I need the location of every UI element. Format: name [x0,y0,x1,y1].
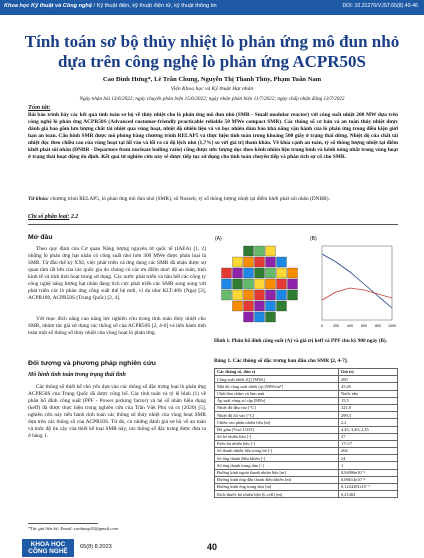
table-cell-value: Nước nhẹ [339,390,398,397]
table-cell-param: Áp suất vòng sơ cấp [MPa] [215,397,339,404]
fuel-assembly-cell [266,290,276,300]
corresponding-author-footnote: *Tác giả liên hệ: Email: caohung10@gmail.com [28,526,118,531]
fuel-assembly-cell [266,257,276,267]
column-header-param: Các thông số, đơn vị [215,369,339,376]
fuel-assembly-cell [266,268,276,278]
table-cell-param: Số ống thanh điều khiển [-] [215,455,339,462]
logo-line-2: CÔNG NGHỆ [28,548,68,555]
table-cell-param: Chiều cao phần nhiên liệu [m] [215,419,339,426]
fuel-assembly-cell [233,279,243,289]
figure-1 [214,232,398,336]
table-cell-value: 0,06614e10⁻² [339,476,398,483]
figure-caption: Hình 1. Phân bố đỉnh công suất (A) và giá trị keff và PPF chu kỳ 900 ngày (B). [214,338,388,344]
table-cell-param: Kiểu bó nhiên liệu [-] [215,440,339,447]
table-cell-value: 0,1224281e10⁻² [339,484,398,491]
keywords [28,196,398,203]
submission-dates: Ngày nhận bài 13/6/2022; ngày chuyển phản biện 15/6/2022; ngày nhận phản biện 11/7/2022; ngày chấp nhận đăng 13/7/2022 [79,96,345,102]
x-tick-label: 1000 [388,324,396,328]
table-row [215,448,398,455]
table-cell-param: Công suất nhiệt (Q) [MWt] [215,376,339,383]
fuel-assembly-cell [233,268,243,278]
fuel-assembly-cell [244,279,254,289]
intro-paragraph-1: Theo quy định của Cơ quan Năng lượng nguyên tử quốc tế (IAEA) [1, 2] những lò phản ứng hạt nhân có công suất nhỏ hơn 300 MWe được phân loại là SMR. Từ đầu thế kỷ XXI, việc phát triển và ứng dụng các SMR đã nhận được sự quan tâm rất lớn của các quốc gia do chúng có các ưu điểm như: độ an toàn, tính kinh tế và tính linh hoạt trong sử dụng. Các nước phát triển và hầu hết các công ty công nghệ năng lượng hạt nhân đang tích cực phát triển các SMR song song với phát triển các lò phản ứng công suất thế hệ mới, ví dụ như KLT-40S (Nga) [3], ACPR100, ACPR50S (Trung Quốc) [2, 4]. [28,246,206,301]
table-cell-value: 17×17 [339,440,398,447]
table-cell-value: 321,8 [339,404,398,411]
table-row [215,404,398,411]
abstract-text: Bài báo trình bày các kết quả tính toán sơ bộ về thủy nhiệt cho lò phản ứng mô đun nhỏ (SMR - Small modular reactor) với công suất nhiệt 200 MW dựa trên công nghệ lò phản ứng ACPR50S (Advanced customer-friendly practicable reliable 50 MWe compact SMR). Các thông số cơ bản và an toàn thủy nhiệt được đánh giá bao gồm lưu lượng chất tải nhiệt qua vùng hoạt, nhiệt độ nhiên liệu và vỏ bọc nhiên đảm bảo khả năng vận hành của lò phản ứng trong điều kiện giới hạn an toàn. Cấu hình SMR được mô phỏng bằng chương trình RELAP5 và thực hiện tính toán trong khoảng 500 giây ở trạng thái dừng. Nhiệt độ của chất tải nhiệt đọc theo chiều cao của vùng hoạt tại lối vào và lối ra có độ lệch nhỏ (1,7%) so với giá trị tham khảo. Về khía cạnh an toàn, tỷ số thông lượng nhiệt tại điểm khởi phát sôi nhân (DNBR - Departure from nucleate boiling ratio) cũng được ước lượng dọc theo kênh nhiên liệu trung bình và kênh nóng nhất trong vùng hoạt ở trạng thái hoạt động ổn định. Kết quả từ nghiên cứu này sẽ được tiếp tục sử dụng cho tính toán chuyển tiếp và phân tích sự cố cho SMR. [28,112,398,160]
methods-subheading: Mô hình tính toán trong trạng thái tĩnh [28,372,126,378]
table-row [215,376,398,383]
fuel-assembly-cell [266,279,276,289]
table-row [215,491,398,498]
table-row [215,419,398,426]
fuel-assembly-cell [277,268,287,278]
x-tick-label: 200 [333,324,339,328]
table-row [215,390,398,397]
fuel-assembly-cell [233,301,243,311]
methods-heading: Đối tượng và phương pháp nghiên cứu [28,360,156,367]
table-cell-value: 37 [339,433,398,440]
table-cell-value: 299,3 [339,412,398,419]
table-cell-param: Đường kính ngoài thanh nhiên liệu [m] [215,469,339,476]
table-row [215,469,398,476]
table-cell-param: Số thanh nhiên liệu trong bó [-] [215,448,339,455]
table-row [215,426,398,433]
fuel-assembly-cell [244,246,254,256]
table-row [215,397,398,404]
keff-plot-frame [322,246,392,320]
table-caption: Bảng 1. Các thông số đặc trưng ban đầu cho SMR [2, 4-7]. [214,358,348,364]
table-cell-value: 15,5 [339,397,398,404]
intro-paragraph-2: Với mục đích nâng cao năng lực nghiên cứu trong tính toán thủy nhiệt cho SMR, nhóm tác giả sử dụng các thông số của ACPR50S [2, 4-6] và tiến hành tính toán một số thông số thủy nhiệt của vùng hoạt lò phản ứng. [28,316,206,336]
classification [28,214,78,220]
figure-label-b: (B) [310,236,317,242]
classification-label: Chỉ số phân loại: [28,214,70,220]
fuel-assembly-cell [233,290,243,300]
table-cell-param: Đường kính ống trung tâm [m] [215,484,339,491]
journal-section: Khoa học Kỹ thuật và Công nghệ / Kỹ thuật điện, kỹ thuật điện tử, kỹ thuật thông tin [4,3,217,9]
fuel-assembly-cell [277,301,287,311]
table-row [215,433,398,440]
fuel-assembly-cell [288,279,298,289]
fuel-assembly-cell [277,290,287,300]
fuel-assembly-cell [222,279,232,289]
fuel-assembly-cell [222,290,232,300]
fuel-assembly-cell [266,312,276,322]
fuel-assembly-cell [255,312,265,322]
figure-label-a: (A) [215,236,222,242]
fuel-assembly-cell [222,268,232,278]
table-cell-param: Số bó nhiên liệu [-] [215,433,339,440]
x-tick-label: 400 [347,324,353,328]
intro-heading: Mở đầu [28,234,53,241]
fuel-assembly-cell [266,301,276,311]
table-cell-value: 45,45 [339,383,398,390]
table-row [215,383,398,390]
fuel-assembly-cell [288,290,298,300]
fuel-assembly-cell [277,279,287,289]
table-cell-param: Nhiệt độ lối vào [°C] [215,412,339,419]
fuel-assembly-cell [233,257,243,267]
fuel-assembly-cell [255,246,265,256]
author-list: Cao Đình Hưng*, Lê Trần Chung, Nguyễn Thị Thanh Thủy, Phạm Tuấn Nam [102,76,322,83]
table-row [215,476,398,483]
fuel-assembly-cell [266,246,276,256]
table-cell-value: 264 [339,448,398,455]
table-cell-value: 4,45; 3,40; 2,35 [339,426,398,433]
fuel-assembly-cell [255,279,265,289]
table-cell-value: 200 [339,376,398,383]
x-tick-label: 800 [375,324,381,328]
keywords-label: Từ khóa: [28,196,49,202]
parameters-table [214,368,398,498]
table-cell-param: Độ giàu [%wt U235] [215,426,339,433]
table-cell-value: 0,94996e10⁻² [339,469,398,476]
affiliation: Viện Khoa học và Kỹ thuật Hạt nhân [170,86,254,92]
figure-1-graphic [214,232,398,336]
table-cell-value: 2,2 [339,419,398,426]
table-row [215,484,398,491]
issue-label: 65(8) 8.2023 [80,544,112,550]
table-cell-param: Chất làm chậm và làm mát [215,390,339,397]
table-row [215,455,398,462]
table-cell-param: Kích thước bó nhiên liệu (L,cell) [m] [215,491,339,498]
page-footer [0,538,424,558]
classification-value: 2.2 [70,214,79,220]
table-cell-value: 0,21402 [339,491,398,498]
fuel-assembly-cell [277,257,287,267]
x-tick-label: 600 [361,324,367,328]
table-row [215,462,398,469]
table-cell-value: 1 [339,462,398,469]
divider [28,224,398,225]
abstract-label: Tóm tắt: [28,104,51,111]
fuel-assembly-cell [244,257,254,267]
fuel-assembly-cell [244,268,254,278]
table-header-row [215,369,398,376]
table-cell-param: Số ống thanh trung tâm [-] [215,462,339,469]
methods-paragraph-1: Các thông số thiết kế chủ yếu dựa vào các thông số đặc trưng loại lò phản ứng ACPR50S của Trung Quốc đã được công bố. Các tính toán và tỷ lệ hình (1) về phân bố đỉnh công suất (PPF - Power picking factor) và hệ số nhân hiệu dụng (keff) đã được thực hiện trong nghiên cứu của Trần Việt Phú và cs (2020) [5], nghiên cứu này tiến hành tính toán các thông số thủy nhiệt của vùng hoạt SMR dựa trên các thông số của ACPR50S. Từ đó, có những đánh giá sơ bộ về an toàn và mức độ tin cậy của thiết kế loại SMR này, các thông số đặc trưng được đưa ra ở bảng 1. [28,384,206,439]
fuel-assembly-cell [255,257,265,267]
table-cell-param: Đường kính ống dẫn thanh điều khiển [m] [215,476,339,483]
table-cell-param: Nhiệt độ đầu vào [°C] [215,404,339,411]
column-header-value: Giá trị [339,369,398,376]
fuel-assembly-cell [255,268,265,278]
fuel-assembly-cell [255,301,265,311]
x-tick-label: 0 [321,324,323,328]
core-power-map [222,246,298,322]
keff-x-ticks [321,324,396,328]
logo-line-1: KHOA HỌC [30,541,66,548]
table-row [215,440,398,447]
footnote-rule [28,523,98,524]
keywords-text: chương trình RELAP5, lò phản ứng mô đun nhỏ (SMR), số Nusselt, tỷ số thông lượng nhiệt tại điểm khởi phát sôi nhân (DNBR). [50,196,330,202]
fuel-assembly-cell [255,290,265,300]
table-row [215,412,398,419]
article-title: Tính toán sơ bộ thủy nhiệt lò phản ứng mô đun nhỏ dựa trên công nghệ lò phản ứng ACPR50S [24,32,400,71]
table-cell-value: 24 [339,455,398,462]
table-cell-param: Mật độ công suất nhiệt (q) [MWt/m³] [215,383,339,390]
fuel-assembly-cell [244,301,254,311]
fuel-assembly-cell [244,312,254,322]
doi-label[interactable]: DOI: 10.31276/VJST.65(8).40-46 [342,3,418,9]
fuel-assembly-cell [288,268,298,278]
page-number: 40 [206,542,217,552]
fuel-assembly-cell [244,290,254,300]
journal-header-bar [0,0,424,15]
